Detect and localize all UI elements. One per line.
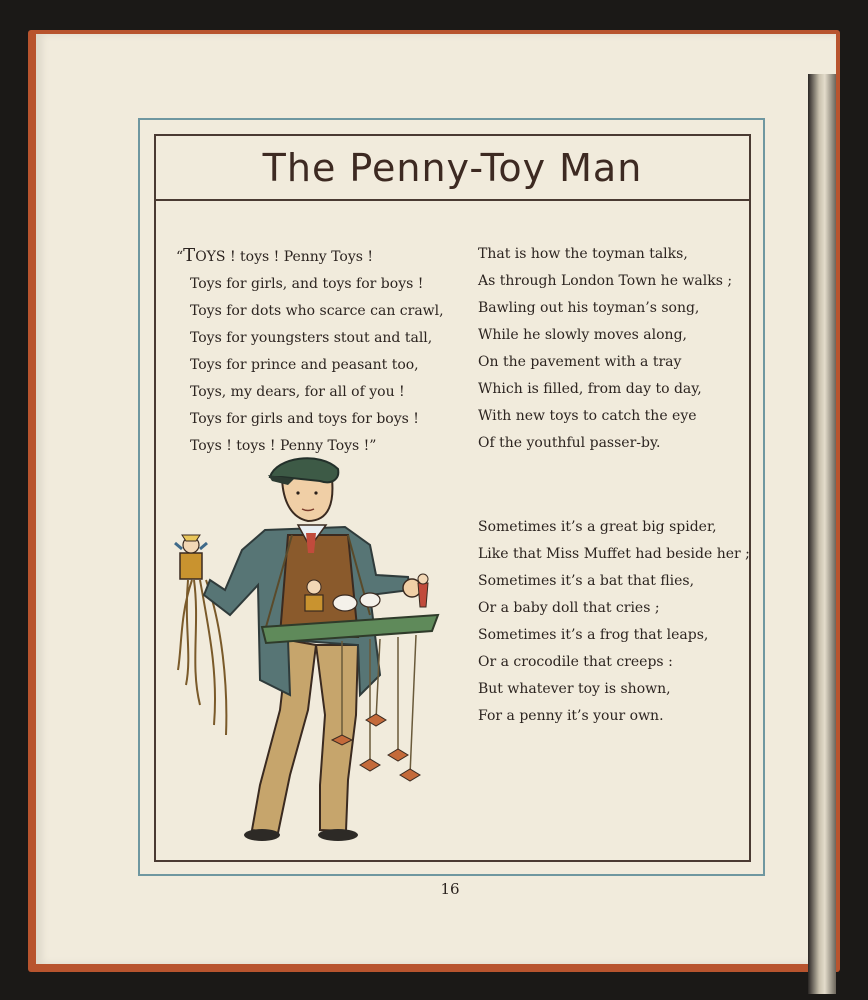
poem-line: Toys for prince and peasant too, [190,357,419,373]
head [268,458,338,521]
poem-line: Of the youthful passer-by. [478,435,661,451]
poem-line: That is how the toyman talks, [478,246,688,262]
open-quote: “ [176,249,184,265]
poem-line: Which is filled, from day to day, [478,381,702,397]
poem-line: Sometimes it’s a frog that leaps, [478,627,709,643]
poem-line: Toys for girls and toys for boys ! [190,411,419,427]
left-poem [176,242,444,460]
poem-line: Sometimes it’s a bat that flies, [478,573,695,589]
right-poem-stanza-1 [478,241,732,457]
poem-line: Or a baby doll that cries ; [478,600,660,616]
poem-line: With new toys to catch the eye [478,408,697,424]
poem-line: Sometimes it’s a great big spider, [478,519,717,535]
poem-line-text: OYS ! toys ! Penny Toys ! [195,249,374,265]
poem-line: But whatever toy is shown, [478,681,671,697]
poem-line: Toys for girls, and toys for boys ! [190,276,424,292]
poem-line [176,242,444,271]
jack-in-box-icon [175,535,207,579]
poem-line: Toys for dots who scarce can crawl, [190,303,444,319]
page-edge [808,74,836,994]
poem-line: Toys, my dears, for all of you ! [190,384,405,400]
drop-initial: T [183,245,196,266]
page-number: 16 [440,880,460,898]
poem-line: Toys for youngsters stout and tall, [190,330,433,346]
poem-line: On the pavement with a tray [478,354,682,370]
page-title: The Penny-Toy Man [262,146,643,190]
poem-line: Like that Miss Muffet had beside her ; [478,546,750,562]
poem-line: While he slowly moves along, [478,327,687,343]
poem-line: As through London Town he walks ; [478,273,733,289]
poem-line: Or a crocodile that creeps : [478,654,673,670]
poem-line: Bawling out his toyman’s song, [478,300,700,316]
poem-line: Toys ! toys ! Penny Toys !” [190,438,377,454]
poem-line: For a penny it’s your own. [478,708,664,724]
right-poem-stanza-2 [478,514,750,730]
toy-man-illustration [170,455,450,850]
title-rule [154,199,751,201]
